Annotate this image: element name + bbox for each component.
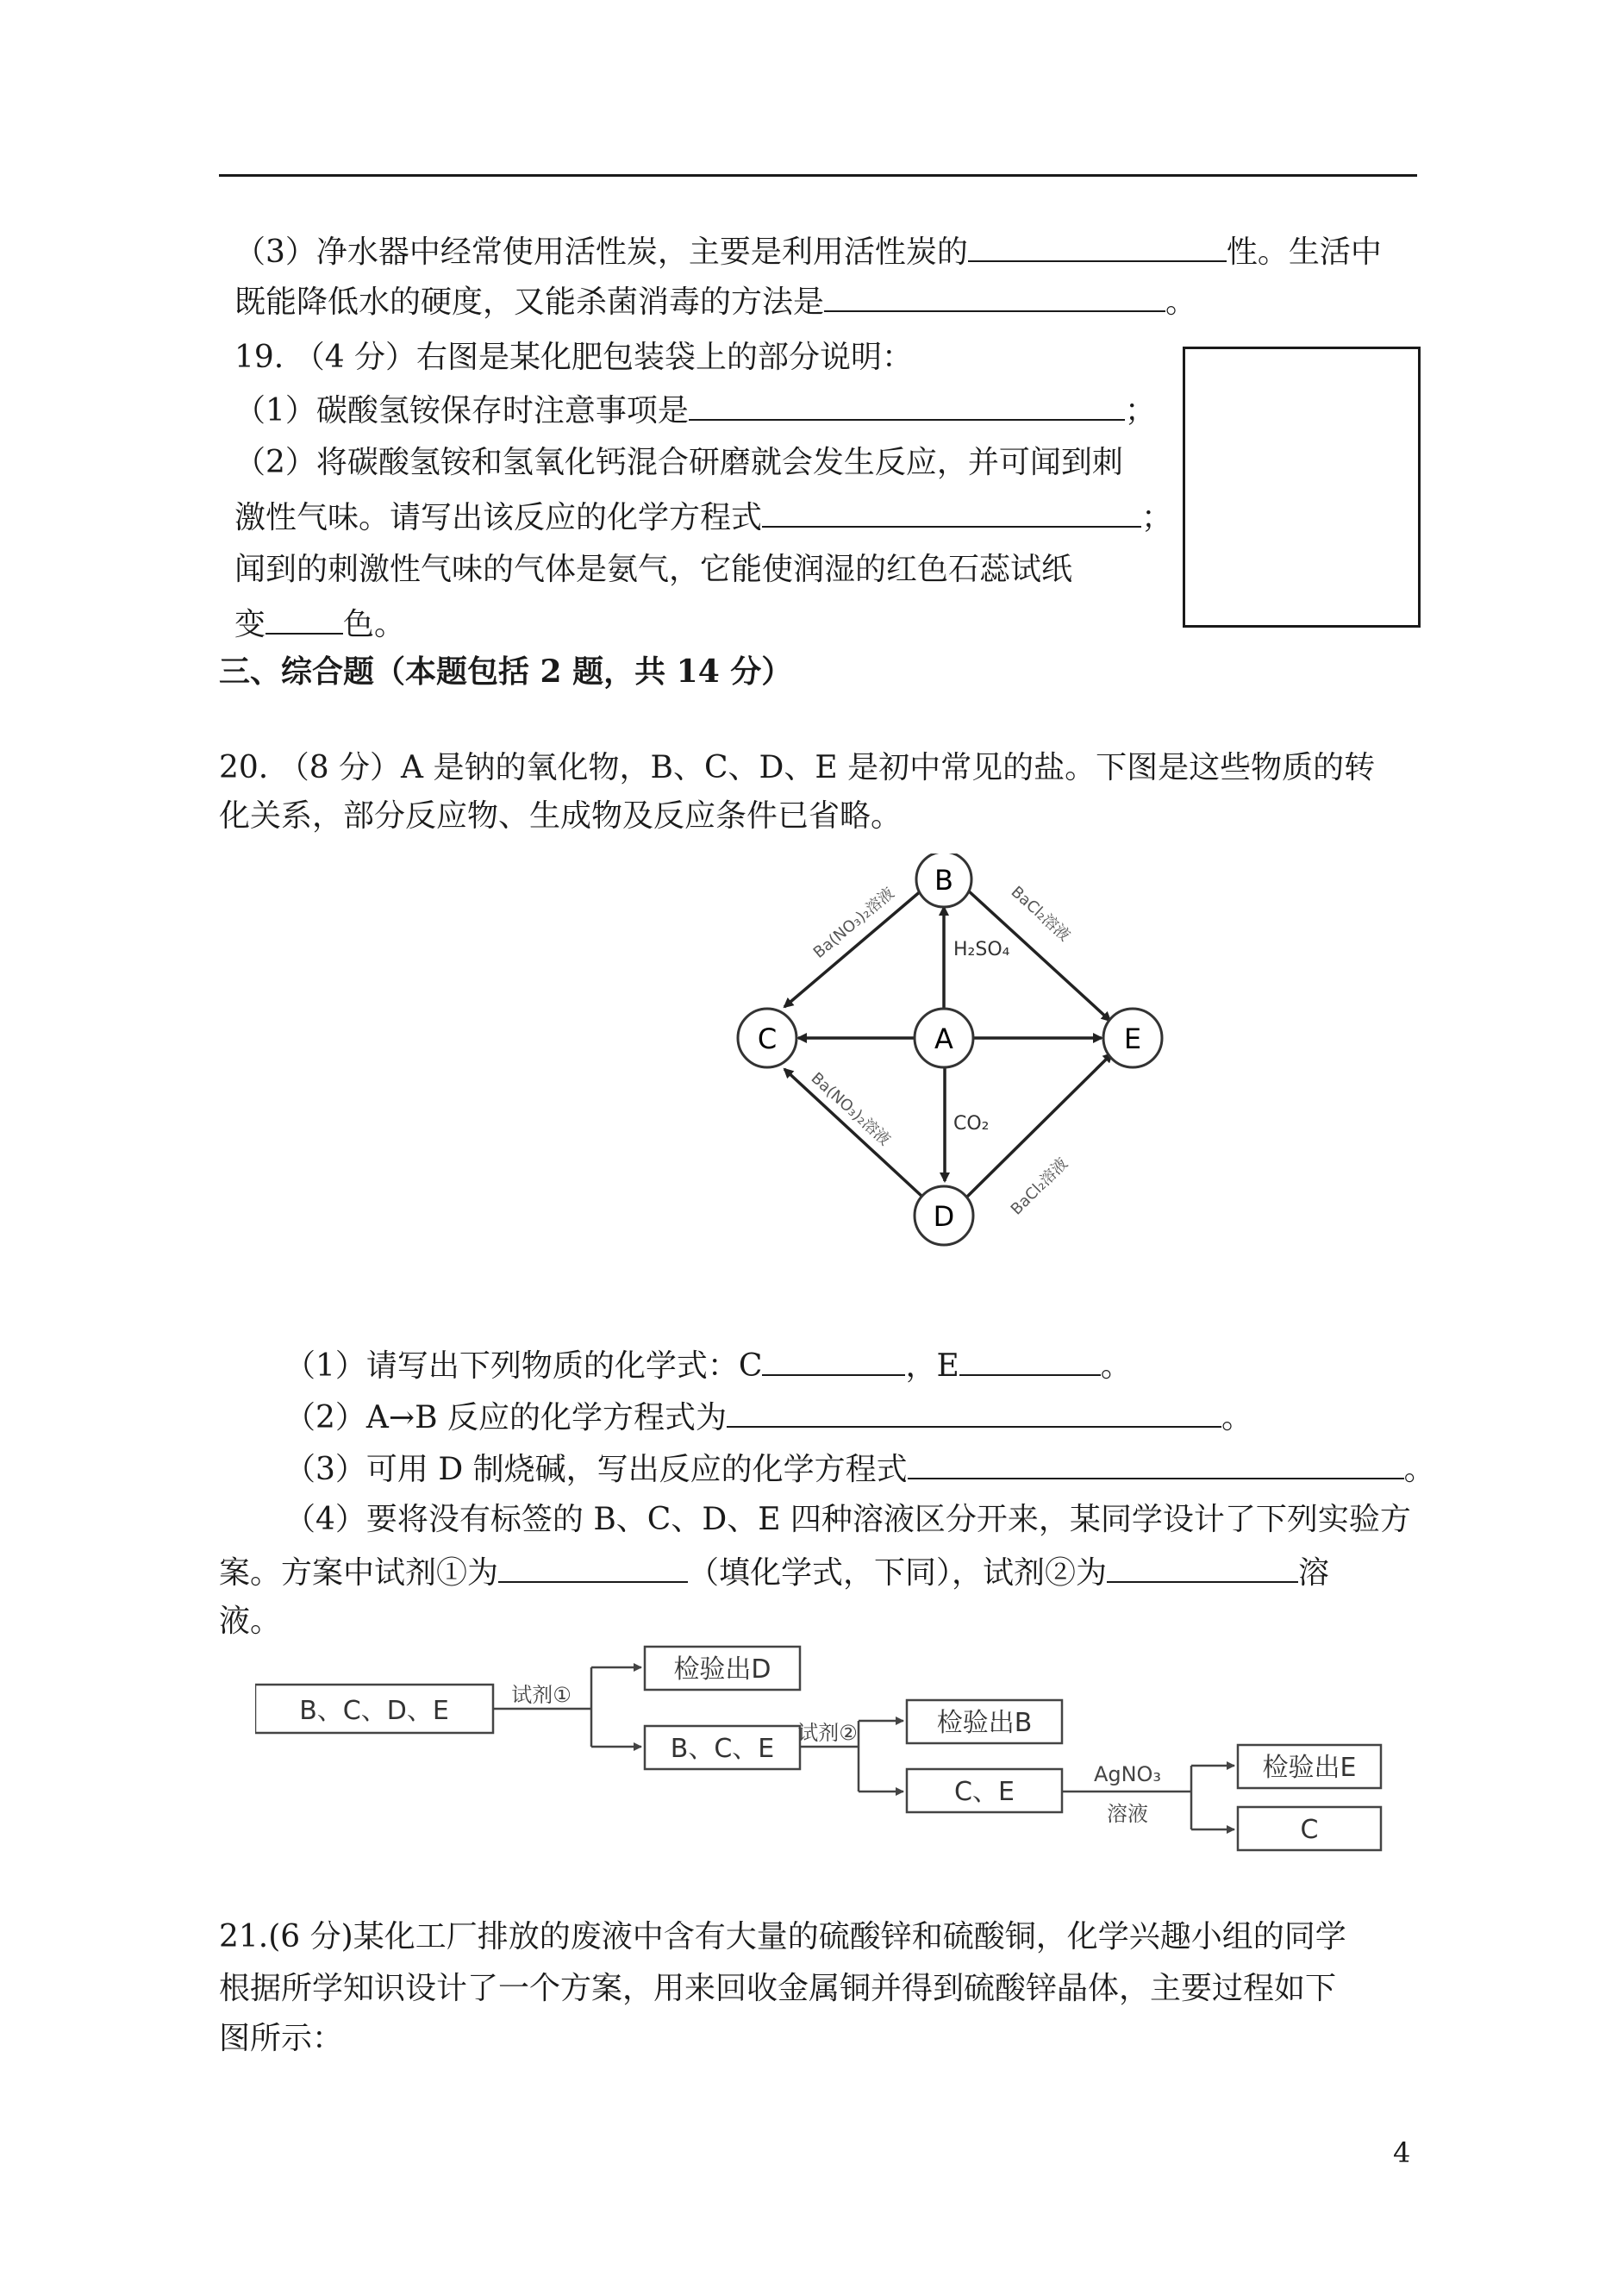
q19-intro: 19. （4 分）右图是某化肥包装袋上的部分说明： xyxy=(234,340,914,375)
flow-solution-text: 溶液 xyxy=(1107,1802,1148,1826)
q20-intro-line2: 化关系，部分反应物、生成物及反应条件已省略。 xyxy=(219,798,903,834)
answer-blank[interactable] xyxy=(908,1448,1404,1479)
q18-3-text-c: 既能降低水的硬度，又能杀菌消毒的方法是 xyxy=(234,285,825,320)
label-d-to-c: Ba(NO₃)₂溶液 xyxy=(807,1069,894,1150)
q20-part3 xyxy=(284,1448,1435,1490)
q20-p4-text-c: 溶 xyxy=(1298,1555,1330,1591)
flow-c-text: C xyxy=(1300,1815,1319,1845)
q19-part2-line2 xyxy=(234,497,1172,538)
q20-p2-end: 。 xyxy=(1221,1400,1252,1435)
answer-blank[interactable] xyxy=(968,231,1227,262)
experiment-flow-diagram xyxy=(255,1638,1410,1871)
q20-part1 xyxy=(284,1345,1132,1386)
arrow-b-to-c xyxy=(784,890,922,1007)
page-number: 4 xyxy=(1393,2136,1411,2169)
q21-line1: 21.(6 分)某化工厂排放的废液中含有大量的硫酸锌和硫酸铜，化学兴趣小组的同学 xyxy=(219,1919,1346,1954)
q20-part4-line3: 液。 xyxy=(219,1604,282,1639)
answer-blank[interactable] xyxy=(1107,1552,1298,1583)
label-co2: CO₂ xyxy=(953,1113,990,1135)
reaction-diagram xyxy=(690,854,1172,1285)
q20-part2 xyxy=(284,1397,1252,1438)
q20-part4-line2 xyxy=(219,1552,1329,1593)
answer-blank[interactable] xyxy=(727,1397,1221,1428)
flow-detect-d-text: 检验出D xyxy=(673,1654,771,1685)
label-b-to-e: BaCl₂溶液 xyxy=(1007,883,1074,946)
q18-3-text-a: （3）净水器中经常使用活性炭，主要是利用活性炭的 xyxy=(234,235,968,270)
q21-line3: 图所示： xyxy=(219,2021,344,2056)
answer-blank[interactable] xyxy=(265,603,343,635)
q20-p1-e: ，E xyxy=(905,1348,959,1384)
q19-p1-end: ； xyxy=(1124,393,1156,428)
node-a xyxy=(915,1009,973,1067)
q20-part4-line1: （4）要将没有标签的 B、C、D、E 四种溶液区分开来，某同学设计了下列实验方 xyxy=(284,1502,1411,1537)
node-d xyxy=(915,1186,973,1245)
svg-text:E: E xyxy=(1123,1022,1142,1055)
flow-mid-text: B、C、E xyxy=(670,1734,775,1764)
q20-p1-end: 。 xyxy=(1100,1348,1132,1384)
node-e xyxy=(1103,1009,1162,1067)
q18-3-text-b: 性。生活中 xyxy=(1226,235,1382,270)
q20-p2-text: （2）A→B 反应的化学方程式为 xyxy=(284,1400,727,1435)
fertilizer-label-image xyxy=(1183,347,1421,628)
label-b-to-c: Ba(NO₃)₂溶液 xyxy=(809,884,898,962)
answer-blank[interactable] xyxy=(689,390,1125,421)
section3-heading: 三、综合题（本题包括 2 题，共 14 分） xyxy=(219,653,793,690)
answer-blank[interactable] xyxy=(762,497,1141,528)
svg-text:D: D xyxy=(933,1200,955,1233)
q20-p1-text: （1）请写出下列物质的化学式：C xyxy=(284,1348,763,1384)
answer-blank[interactable] xyxy=(824,281,1165,312)
svg-text:B: B xyxy=(934,864,953,897)
label-d-to-e: BaCl₂溶液 xyxy=(1007,1154,1072,1219)
flow-start-text: B、C、D、E xyxy=(299,1696,449,1726)
node-c xyxy=(738,1009,796,1067)
q19-part1 xyxy=(234,390,1156,431)
node-b xyxy=(916,854,971,907)
label-h2so4: H₂SO₄ xyxy=(953,939,1010,960)
q19-part2-line3: 闻到的刺激性气味的气体是氨气，它能使润湿的红色石蕊试纸 xyxy=(234,552,1073,587)
answer-blank[interactable] xyxy=(498,1552,688,1583)
q18-3-text-d: 。 xyxy=(1165,285,1197,320)
arrow-d-to-c xyxy=(784,1069,922,1197)
svg-text:A: A xyxy=(934,1022,953,1055)
q19-p2-end: ； xyxy=(1141,500,1173,535)
flow-reagent1-text: 试剂① xyxy=(511,1683,572,1707)
q21-line2: 根据所学知识设计了一个方案，用来回收金属铜并得到硫酸锌晶体，主要过程如下 xyxy=(219,1971,1337,2006)
q19-part2-line4 xyxy=(234,603,405,645)
flow-ce-text: C、E xyxy=(954,1777,1015,1807)
q20-p4-text-b: （填化学式，下同），试剂②为 xyxy=(688,1555,1108,1591)
q18-3-line1 xyxy=(234,231,1382,272)
header-rule xyxy=(219,174,1417,177)
q19-p1-text: （1）碳酸氢铵保存时注意事项是 xyxy=(234,393,689,428)
q20-p3-text: （3）可用 D 制烧碱，写出反应的化学方程式 xyxy=(284,1452,908,1487)
q19-part2-line1: （2）将碳酸氢铵和氢氧化钙混合研磨就会发生反应，并可闻到刺 xyxy=(234,445,1123,480)
flow-reagent2-text: 试剂② xyxy=(797,1721,858,1745)
answer-blank[interactable] xyxy=(762,1345,905,1376)
svg-text:C: C xyxy=(757,1022,778,1055)
flow-detect-e-text: 检验出E xyxy=(1262,1753,1357,1783)
q19-p2-text: 激性气味。请写出该反应的化学方程式 xyxy=(234,500,763,535)
q19-p2-se: 色。 xyxy=(343,607,406,642)
answer-blank[interactable] xyxy=(959,1345,1101,1376)
flow-detect-b-text: 检验出B xyxy=(936,1708,1033,1738)
q18-3-line2 xyxy=(234,281,1196,322)
q19-p2-bian: 变 xyxy=(234,607,266,642)
q20-intro-line1: 20. （8 分）A 是钠的氧化物，B、C、D、E 是初中常见的盐。下图是这些物质的转 xyxy=(219,750,1376,785)
q20-p3-end: 。 xyxy=(1403,1452,1435,1487)
flow-agno3-text: AgNO₃ xyxy=(1093,1762,1162,1786)
q20-p4-text-a: 案。方案中试剂①为 xyxy=(219,1555,499,1591)
